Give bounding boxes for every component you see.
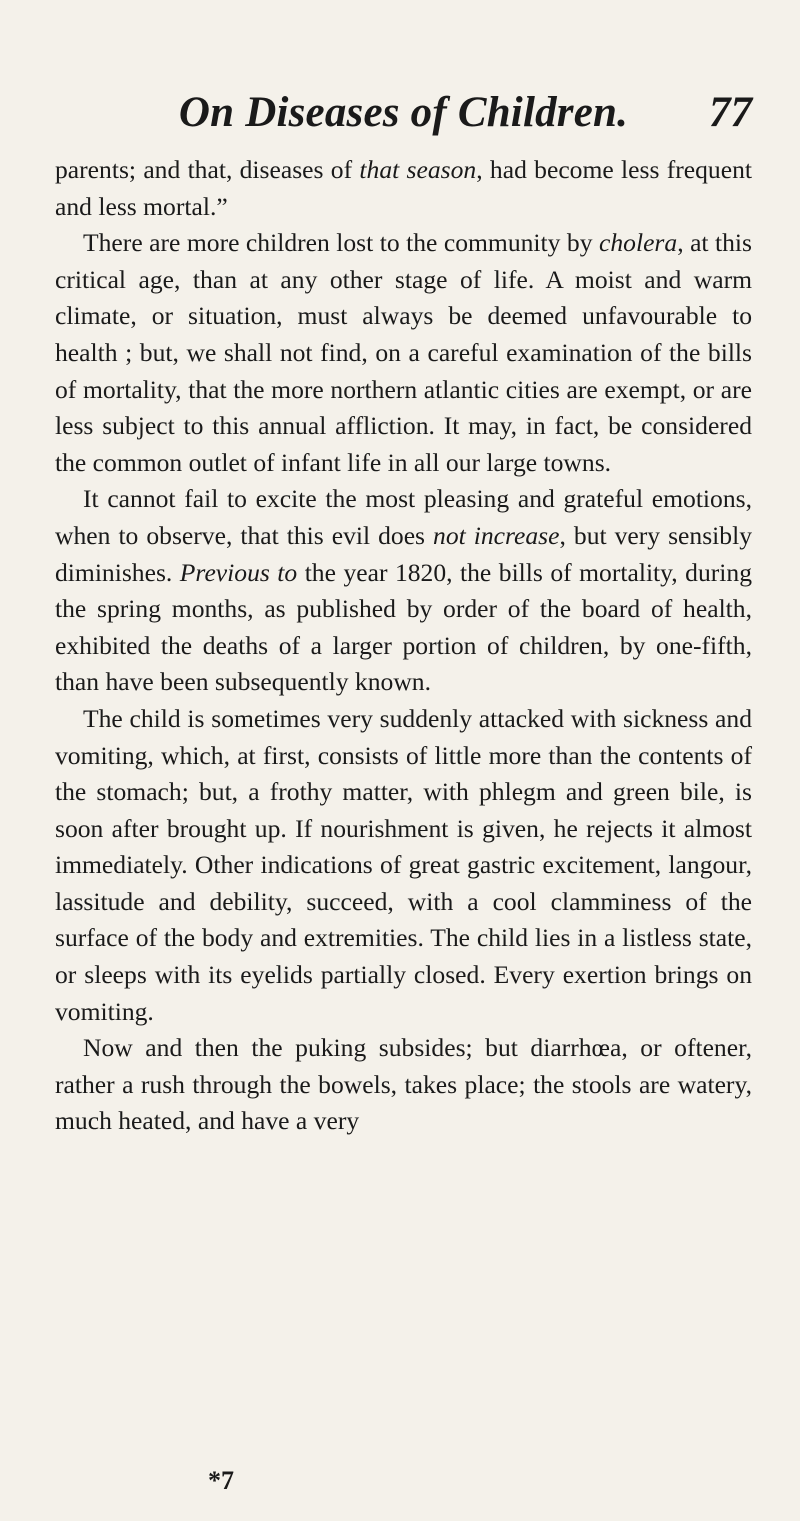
paragraph-text: Now and then the puking subsides; but diarrhœa, or oftener, rather a rush through the bowels, takes place; the stools are watery, much heated, and have a very	[55, 1033, 752, 1136]
italic-text: cholera	[599, 228, 678, 258]
body-text	[55, 152, 752, 1140]
paragraph-text: parents; and that, diseases of	[55, 155, 360, 184]
paragraph-text: , at this critical age, than at any other stage of life. A moist and warm climate, or situation, must always be deemed unfavourable to health ; but, we shall not find, on a careful examination of the bills of mortality, that the more northern atlantic cities are exempt, or are less subject to this annual affliction. It may, in fact, be considered the common outlet of infant life in all our large towns.	[55, 228, 752, 477]
paragraph-text: , had become less frequent and less mortal.”	[55, 155, 752, 221]
paragraph	[55, 1030, 752, 1140]
paragraph-text: There are more children lost to the community by	[83, 228, 599, 258]
paragraph-text: The child is sometimes very suddenly attacked with sickness and vomiting, which, at first, consists of little more than the contents of the stomach; but, a frothy matter, with phlegm and green bile, is soon after brought up. If nourishment is given, he rejects it almost immediately. Other indications of great gastric excitement, langour, lassitude and debility, succeed, with a cool clamminess of the surface of the body and extremities. The child lies in a listless state, or sleeps with its eyelids partially closed. Every exertion brings on vomiting.	[55, 703, 752, 1026]
paragraph	[55, 701, 752, 1030]
paragraph	[55, 225, 752, 481]
paragraph-text: It cannot fail to excite the most pleasing and grateful emotions, when to observe, that this evil does	[55, 484, 752, 550]
italic-text: that season	[359, 155, 477, 184]
running-title: On Diseases of Children.	[178, 89, 629, 136]
paragraph-text: , but very sensibly diminishes.	[55, 520, 752, 587]
paragraph-text: the year 1820, the bills of mortality, during the spring months, as published by order of the board of health, exhibited the deaths of a larger portion of children, by one-fifth, than have been subsequently known.	[55, 557, 752, 697]
paragraph	[55, 152, 752, 225]
signature-mark: *7	[208, 1466, 234, 1495]
italic-text: not increase	[433, 520, 560, 550]
running-header	[55, 88, 752, 148]
paragraph	[55, 481, 752, 701]
page-number: 77	[709, 89, 752, 136]
italic-text: Previous to	[179, 557, 298, 587]
